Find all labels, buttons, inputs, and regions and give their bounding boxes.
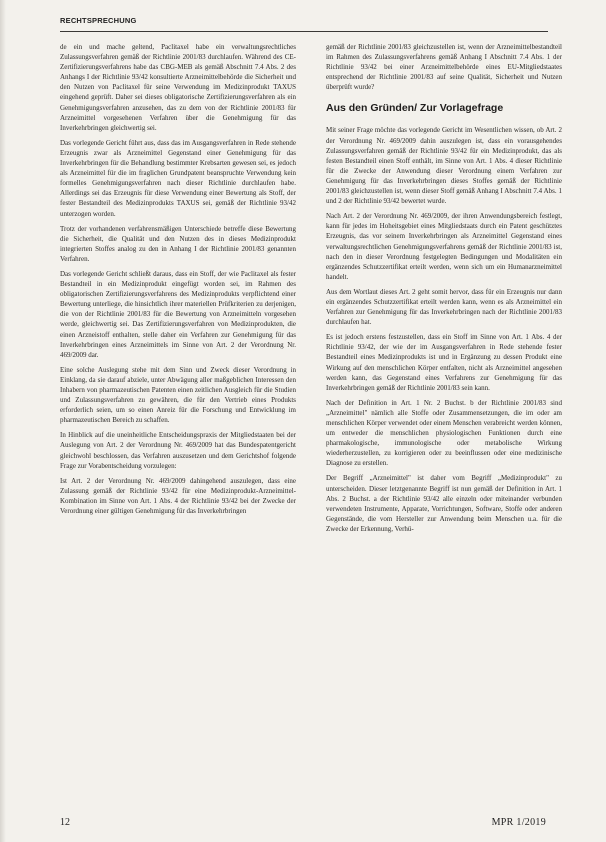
page-header [60,13,548,32]
paragraph: In Hinblick auf die uneinheitliche Entscheidungspraxis der Mitgliedstaaten bei der Auslegung von Art. 2 der Verordnung Nr. 469/2009 hat das Bundespatentgericht gleichwohl beschlossen, das Verfahren auszusetzen und dem Gerichtshof folgende Frage zur Vorabentscheidung vorzulegen: [60,431,296,470]
paragraph: de ein und mache geltend, Paclitaxel habe ein verwaltungsrechtliches Zulassungsverfahren gemäß der Richtlinie 2001/83 durchlaufen. Während des CE-Zertifizierungsverfahrens habe das CBG-MEB als gemäß Abschnitt 7.4 Abs. 2 des Anhangs I der Richtlinie 93/42 konsultierte Arzneimittelbehörde die Sicherheit und den Nutzen von Paclitaxel für seine Verwendung im Medizinprodukt TAXUS eingehend geprüft. Daher sei dieses obligatorische Zertifizierungsverfahren als ein Genehmigungsverfahren anzusehen, das zu dem von der Richtlinie 2001/83 für Arzneimittel vorgesehenen Verfahren über die Genehmigung für das Inverkehrbringen gleichwertig sei. [60,43,296,132]
paragraph: Nach der Definition in Art. 1 Nr. 2 Buchst. b der Richtlinie 2001/83 sind „Arzneimittel" nämlich alle Stoffe oder Zusammensetzungen, die im oder am menschlichen Körper verwendet oder einem Menschen verabreicht werden können, um entweder die menschlichen physiologischen Funktionen durch eine pharmakologische, immunologische oder metabolische Wirkung wiederherzustellen, zu korrigieren oder zu beeinflussen oder eine medizinische Diagnose zu erstellen. [326,398,562,468]
paragraph: Der Begriff „Arzneimittel" ist daher vom Begriff „Medizinprodukt" zu unterscheiden. Dieser letztgenannte Begriff ist nun gemäß der Definition in Art. 1 Abs. 2 Buchst. a der Richtlinie 93/42 alle einzeln oder miteinander verbunden verwendeten Instrumente, Apparate, Vorrichtungen, Software, Stoffe oder anderen Gegenstände, die vom Hersteller zur Anwendung beim Menschen u.a. für die Zwecke der Erkennung, Verhü- [326,474,562,533]
paragraph: Aus dem Wortlaut dieses Art. 2 geht somit hervor, dass für ein Erzeugnis nur dann ein ergänzendes Schutzzertifikat erteilt werden kann, wenn es als Arzneimittel ein Verfahren zur Genehmigung für das Inverkehrbringen nach der Richtlinie 2001/83 durchlaufen hat. [326,287,562,327]
section-heading: Aus den Gründen/ Zur Vorlagefrage [326,102,504,115]
right-column [326,42,562,538]
paragraph: Mit seiner Frage möchte das vorlegende Gericht im Wesentlichen wissen, ob Art. 2 der Verordnung Nr. 469/2009 dahin auszulegen ist, dass ein vorausgehendes Zulassungsverfahren gemäß der Richtlinie 93/42 für ein Medizinprodukt, das als festen Bestandteil einen Stoff enthält, im Sinne von Art. 1 Abs. 4 dieser Richtlinie für die Zwecke der Anwendung dieser Verordnung einem Verfahren zur Genehmigung für das Inverkehrbringen dieses Stoffes gemäß der Richtlinie 2001/83 gleichzustellen ist, wenn dieser Stoff gemäß Anhang I Abschnitt 7.4 Abs. 1 und 2 der Richtlinie 93/42 bewertet wurde. [326,126,562,206]
paragraph: Nach Art. 2 der Verordnung Nr. 469/2009, der ihren Anwendungsbereich festlegt, kann für jedes im Hoheitsgebiet eines Mitgliedstaats durch ein Patent geschütztes Erzeugnis, das vor seinem Inverkehrbringen als Arzneimittel Gegenstand eines verwaltungsrechtlichen Genehmigungsverfahrens gemäß der Richtlinie 2001/83 ist, nach den in dieser Verordnung festgelegten Bedingungen und Modalitäten ein ergänzendes Schutzzertifikat erteilt werden, wenn sich um ein Humanarzneimittel handelt. [326,212,562,281]
journal-issue: MPR 1/2019 [491,817,546,828]
paragraph: Es ist jedoch erstens festzustellen, dass ein Stoff im Sinne von Art. 1 Abs. 4 der Richtlinie 93/42, der wie der im Ausgangsverfahren in Rede stehende fester Bestandteil eines Medizinprodukts ist und in Ergänzung zu dessen Produkt eine Wirkung auf den menschlichen Körper entfalten, nicht als Arzneimittel angesehen werden kann, das Gegenstand eines Verfahrens zur Genehmigung für das Inverkehrbringen gemäß der Richtlinie 2001/83 sein kann. [326,333,562,392]
left-column [60,42,296,520]
paragraph: Ist Art. 2 der Verordnung Nr. 469/2009 dahingehend auszulegen, dass eine Zulassung gemäß der Richtlinie 93/42 für eine Medizinprodukt-Arzneimittel-Kombination im Sinne von Art. 1 Abs. 4 der Richtlinie 93/42 bei der Zwecke der Verordnung einer gültigen Genehmigung für das Inverkehrbringen [60,476,296,516]
page-number: 12 [60,817,70,828]
paragraph: Das vorlegende Gericht führt aus, dass das im Ausgangsverfahren in Rede stehende Erzeugnis zwar als Arzneimittel Gegenstand einer Genehmigung für das Inverkehrbringen für die Behandlung bestimmter Krebsarten gewesen sei, es jedoch als Arzneimittel für die im fraglichen Grundpatent beanspruchte Verwendung kein formelles Genehmigungsverfahren nach dieser Richtlinie durchlaufen habe. Allerdings sei das Erzeugnis für diese Verwendung einer Bewertung als Stoff, der fester Bestandteil des Medizinprodukts TAXUS sei, gemäß der Richtlinie 93/42 unterzogen worden. [60,138,296,218]
paragraph: Das vorlegende Gericht schließt daraus, dass ein Stoff, der wie Paclitaxel als fester Bestandteil in ein Medizinprodukt eingefügt worden sei, im Rahmen des obligatorischen Zertifizierungsverfahrens des Medizinprodukts verpflichtend einer Bewertung unterliege, die hinsichtlich ihrer materiellen Prüfkriterien zu derjenigen, die von der Richtlinie 2001/83 für die Bewertung von Arzneimitteln vorgesehen werde, gleichwertig sei. Das Zertifizierungsverfahren von Medizinprodukten, die einen Arzneistoff enthalten, stelle daher ein Verfahren zur Genehmigung für das Inverkehrbringen eines Arzneimittels im Sinne von Art. 2 der Verordnung Nr. 469/2009 dar. [60,269,296,359]
paragraph: gemäß der Richtlinie 2001/83 gleichzustellen ist, wenn der Arzneimittelbestandteil im Rahmen des Zulassungsverfahrens gemäß Anhang I Abschnitt 7.4 Abs. 1 der Richtlinie 93/42 bei einer Arzneimittelbehörde eines EU-Mitgliedstaates entsprechend der Richtlinie 2001/83 auf seine Qualität, Sicherheit und Nutzen überprüft wurde? [326,43,562,92]
paragraph: Eine solche Auslegung stehe mit dem Sinn und Zweck dieser Verordnung in Einklang, da sie darauf abziele, unter Abwägung aller maßgeblichen Interessen den Inhabern von pharmazeutischen Patenten einen zeitlichen Ausgleich für die Studien und Zulassungsverfahren zu gewähren, die für den Vertrieb eines Produkts erforderlich seien, um so einen Anreiz für die Forschung und Entwicklung im pharmazeutischen Bereich zu schaffen. [60,365,296,425]
section-label: RECHTSPRECHUNG [60,16,137,25]
page-fold-shadow [0,0,6,842]
paragraph: Trotz der vorhandenen verfahrensmäßigen Unterschiede betreffe diese Bewertung die Sicherheit, die Qualität und den Nutzen des in dieses Medizinprodukt integrierten Stoffes analog zu den in Anhang I der Richtlinie 2001/83 genannten Verfahren. [60,224,296,263]
